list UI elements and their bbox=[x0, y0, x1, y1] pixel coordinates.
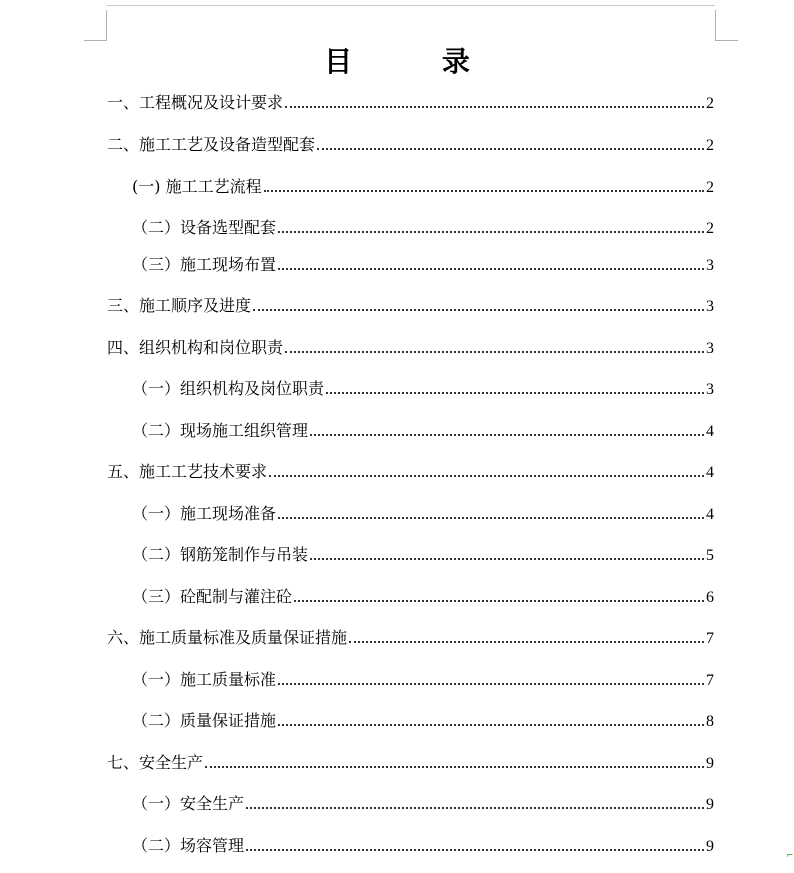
crop-mark-left-horizontal bbox=[84, 40, 107, 41]
toc-entry[interactable] bbox=[132, 217, 714, 239]
toc-entry[interactable] bbox=[132, 835, 714, 857]
toc-entry-page: 3 bbox=[706, 340, 714, 357]
toc-entry[interactable] bbox=[107, 92, 714, 114]
toc-entry-page: 9 bbox=[706, 796, 714, 813]
toc-entry[interactable] bbox=[132, 793, 714, 815]
toc-entry-label: （二）钢筋笼制作与吊装 bbox=[132, 545, 309, 564]
toc-dot-leader bbox=[264, 190, 704, 192]
toc-entry-page: 6 bbox=[706, 589, 714, 606]
crop-mark-left-vertical bbox=[106, 10, 107, 40]
toc-entry-page: 2 bbox=[706, 137, 714, 154]
toc-entry[interactable] bbox=[132, 503, 714, 525]
toc-dot-leader bbox=[253, 309, 704, 311]
toc-entry-page: 4 bbox=[706, 506, 714, 523]
toc-entry[interactable] bbox=[107, 752, 714, 774]
toc-entry[interactable] bbox=[132, 586, 714, 608]
toc-entry-page: 8 bbox=[706, 713, 714, 730]
crop-mark-right-vertical bbox=[715, 10, 716, 40]
toc-entry[interactable] bbox=[107, 461, 714, 483]
toc-entry-label: （三）砼配制与灌注砼 bbox=[132, 587, 293, 606]
toc-entry-page: 3 bbox=[706, 257, 714, 274]
toc-entry-page: 2 bbox=[706, 179, 714, 196]
toc-dot-leader bbox=[317, 148, 704, 150]
toc-entry-page: 4 bbox=[706, 464, 714, 481]
toc-entry-label: 二、施工工艺及设备造型配套 bbox=[107, 135, 316, 154]
toc-dot-leader bbox=[294, 600, 704, 602]
toc-title: 目 录 bbox=[324, 45, 510, 78]
toc-entry[interactable] bbox=[107, 337, 714, 359]
toc-entry-page: 2 bbox=[706, 220, 714, 237]
toc-entry[interactable] bbox=[107, 295, 714, 317]
toc-entry-page: 9 bbox=[706, 838, 714, 855]
corner-mark-icon: ⌐ bbox=[786, 851, 794, 861]
toc-entry-page: 7 bbox=[706, 672, 714, 689]
toc-entry-label: 一、工程概况及设计要求 bbox=[107, 93, 284, 112]
toc-entry-page: 5 bbox=[706, 547, 714, 564]
toc-entry-label: 五、施工工艺技术要求 bbox=[107, 462, 268, 481]
toc-entry-page: 7 bbox=[706, 630, 714, 647]
toc-entry-label: （二）场容管理 bbox=[132, 836, 245, 855]
toc-entry-label: （二）设备选型配套 bbox=[132, 218, 277, 237]
toc-dot-leader bbox=[246, 849, 704, 851]
toc-entry[interactable] bbox=[132, 544, 714, 566]
toc-entry-label: （一）施工现场准备 bbox=[132, 504, 277, 523]
toc-entry-page: 4 bbox=[706, 423, 714, 440]
toc-dot-leader bbox=[278, 683, 704, 685]
toc-dot-leader bbox=[278, 231, 704, 233]
toc-entry-label: （二）现场施工组织管理 bbox=[132, 421, 309, 440]
toc-dot-leader bbox=[349, 641, 704, 643]
toc-dot-leader bbox=[278, 724, 704, 726]
toc-entry-label: 四、组织机构和岗位职责 bbox=[107, 338, 284, 357]
toc-dot-leader bbox=[278, 268, 704, 270]
toc-dot-leader bbox=[205, 766, 704, 768]
toc-entry-page: 9 bbox=[706, 755, 714, 772]
toc-entry-label: （一）安全生产 bbox=[132, 794, 245, 813]
toc-entry-label: (一) 施工工艺流程 bbox=[132, 177, 262, 196]
toc-entry[interactable] bbox=[107, 627, 714, 649]
toc-dot-leader bbox=[310, 558, 704, 560]
toc-entry[interactable] bbox=[132, 710, 714, 732]
toc-entry[interactable] bbox=[107, 134, 714, 156]
toc-entry-label: （一）组织机构及岗位职责 bbox=[132, 379, 325, 398]
toc-entry[interactable] bbox=[132, 420, 714, 442]
toc-entry-label: （二）质量保证措施 bbox=[132, 711, 277, 730]
toc-dot-leader bbox=[285, 106, 704, 108]
toc-entry-page: 3 bbox=[706, 381, 714, 398]
toc-dot-leader bbox=[269, 475, 704, 477]
toc-entry[interactable] bbox=[132, 378, 714, 400]
toc-dot-leader bbox=[326, 392, 704, 394]
toc-entry-label: 六、施工质量标准及质量保证措施 bbox=[107, 628, 348, 647]
toc-entry[interactable] bbox=[132, 254, 714, 276]
page-top-border bbox=[107, 5, 715, 6]
toc-dot-leader bbox=[246, 807, 704, 809]
toc-entry[interactable] bbox=[132, 176, 714, 198]
toc-entry-page: 2 bbox=[706, 95, 714, 112]
toc-dot-leader bbox=[310, 434, 704, 436]
toc-entry-label: （一）施工质量标准 bbox=[132, 670, 277, 689]
toc-entry[interactable] bbox=[132, 669, 714, 691]
toc-entry-label: （三）施工现场布置 bbox=[132, 255, 277, 274]
toc-dot-leader bbox=[278, 517, 704, 519]
toc-entry-label: 三、施工顺序及进度 bbox=[107, 296, 252, 315]
toc-entry-label: 七、安全生产 bbox=[107, 753, 204, 772]
toc-entry-page: 3 bbox=[706, 298, 714, 315]
toc-dot-leader bbox=[285, 351, 704, 353]
crop-mark-right-horizontal bbox=[715, 40, 738, 41]
